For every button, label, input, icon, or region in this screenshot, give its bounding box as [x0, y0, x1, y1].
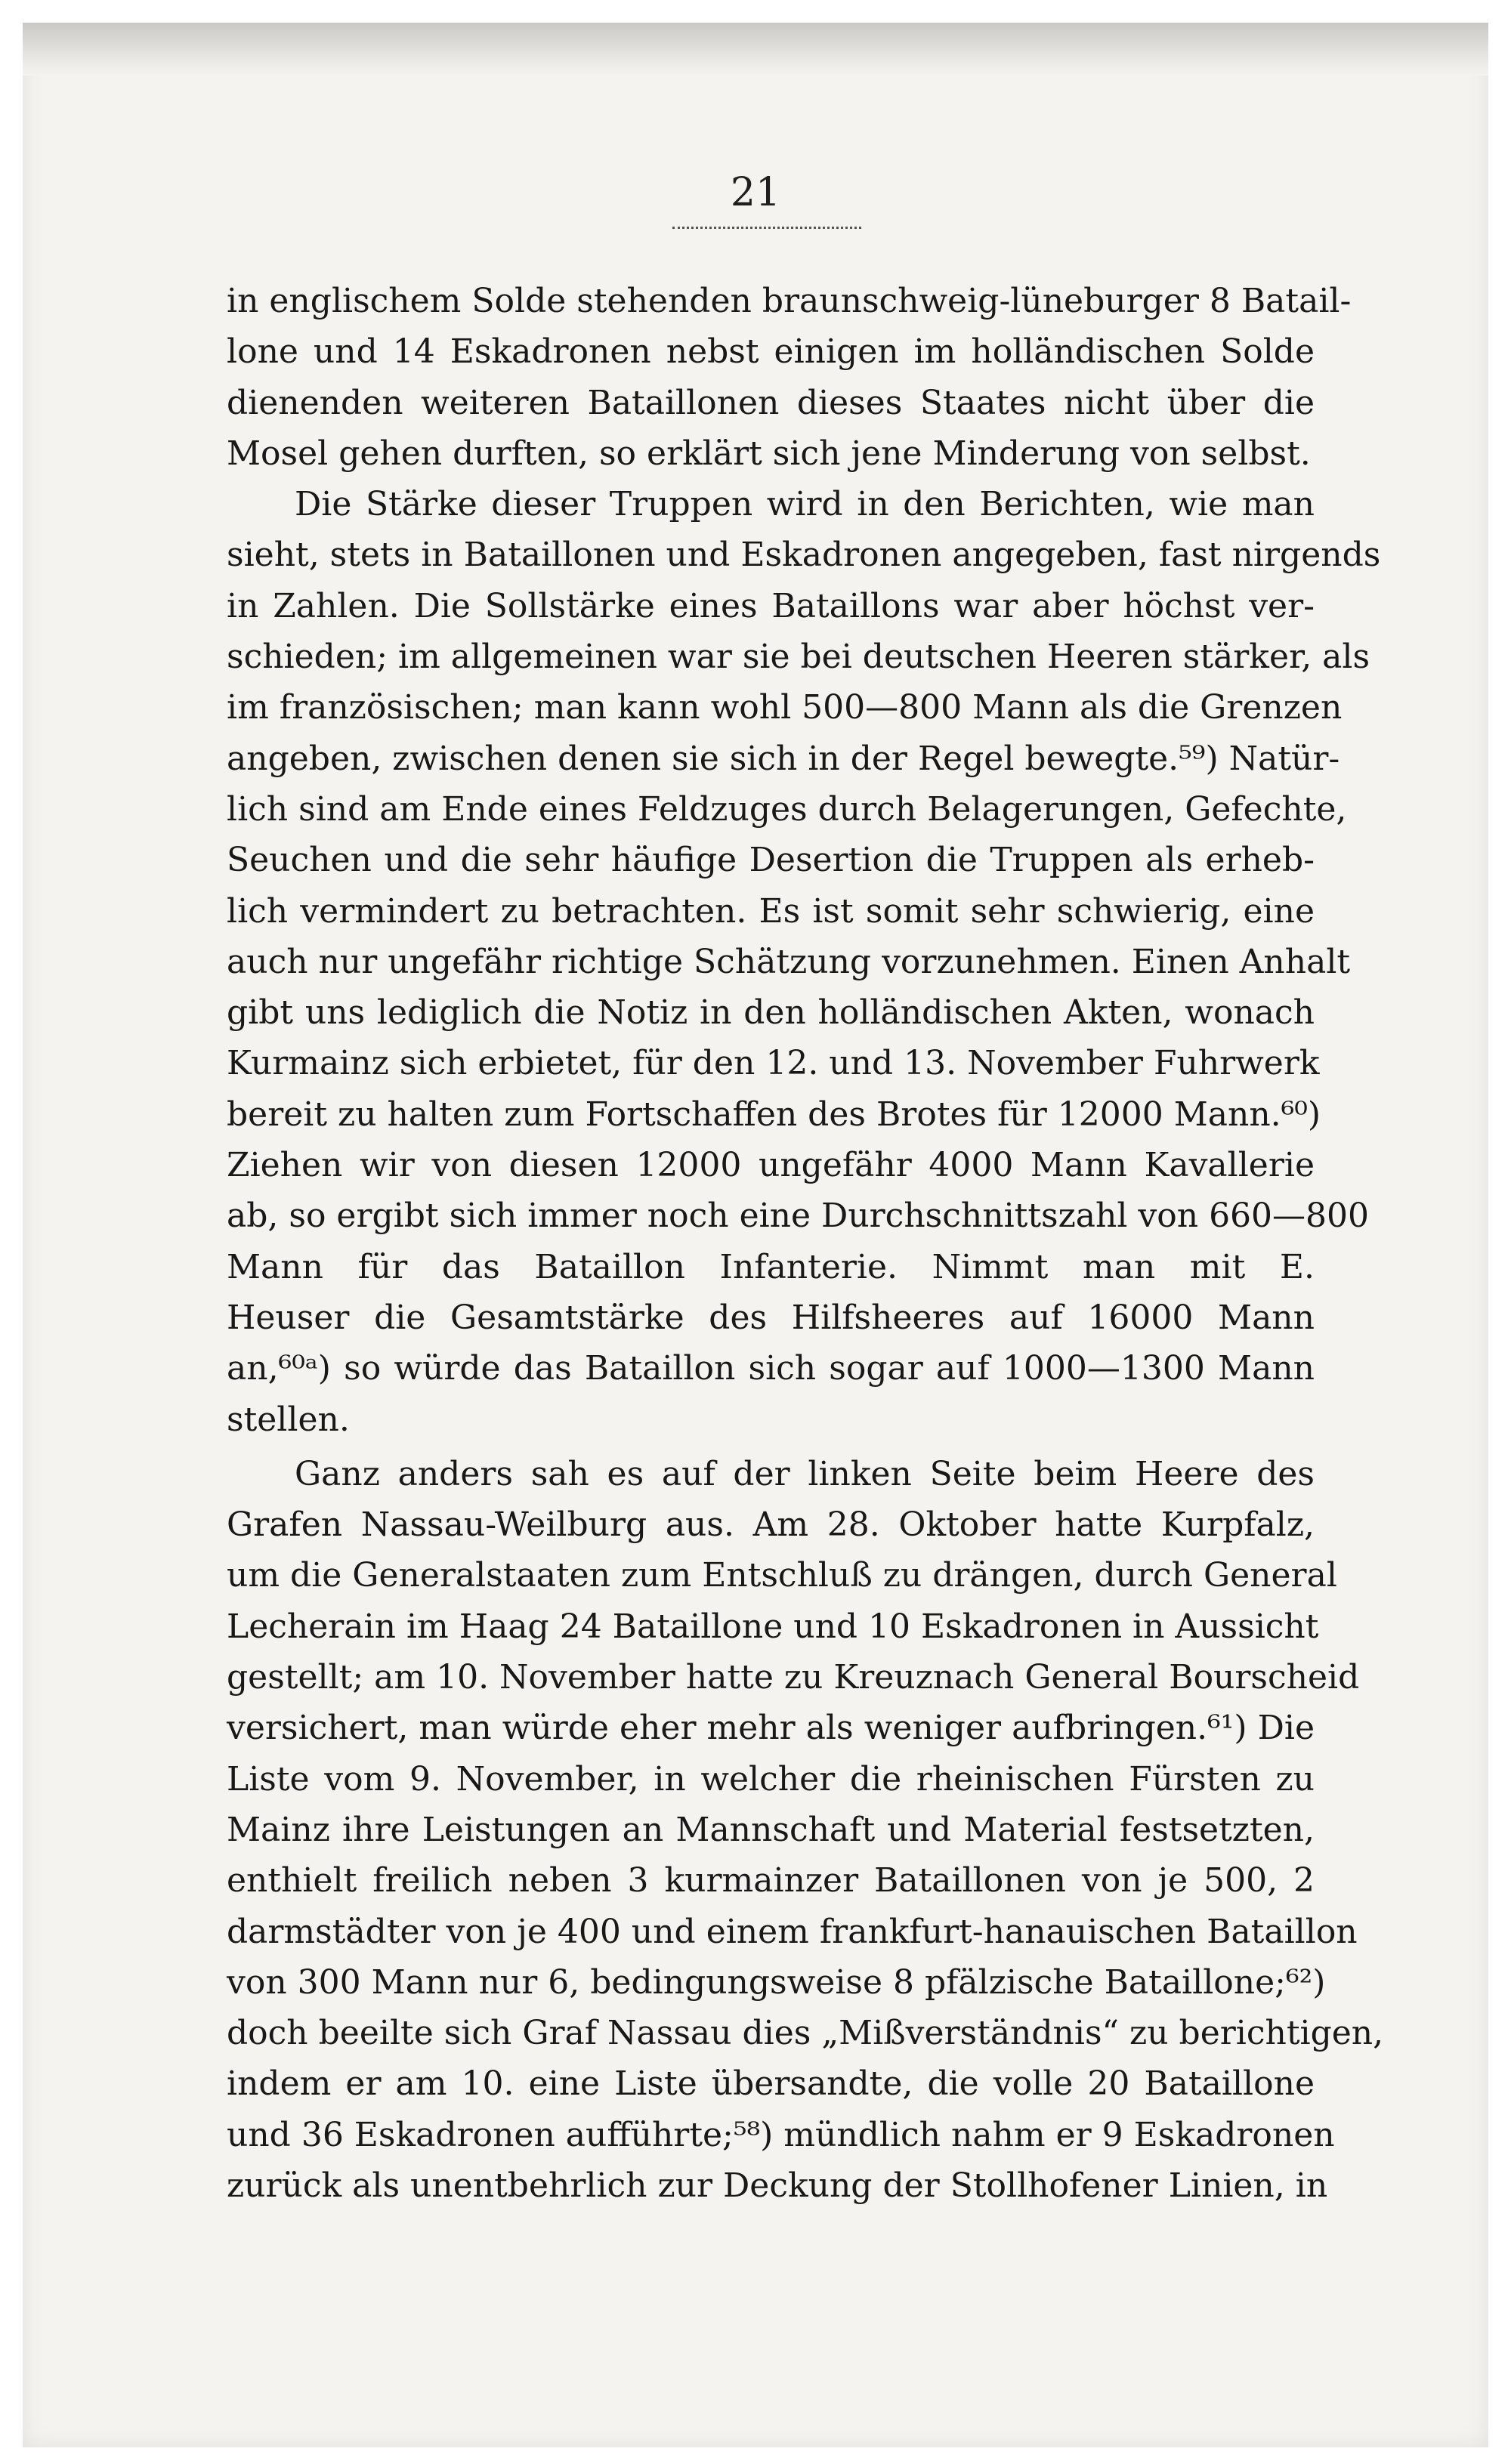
- page-number: 21: [730, 170, 781, 215]
- text-line: sieht, stets in Bataillonen und Eskadronen angegeben, fast nirgends: [227, 536, 1381, 575]
- text-line: Kurmainz sich erbietet, für den 12. und 13. November Fuhrwerk: [227, 1044, 1320, 1083]
- text-line: zurück als unentbehrlich zur Deckung der Stollhofener Linien, in: [227, 2166, 1328, 2205]
- scan-top-shadow: [23, 23, 1488, 76]
- text-line: Ganz anders sah es auf der linken Seite beim Heere des: [295, 1454, 1315, 1493]
- text-line: ab, so ergibt sich immer noch eine Durchschnittszahl von 660—800: [227, 1196, 1370, 1236]
- text-line: darmstädter von je 400 und einem frankfurt-hanauischen Bataillon: [227, 1912, 1358, 1951]
- text-line: auch nur ungefähr richtige Schätzung vorzunehmen. Einen Anhalt: [227, 942, 1351, 981]
- paragraph-3: [227, 1449, 1384, 2211]
- text-line: stellen.: [227, 1400, 350, 1439]
- text-line: lich vermindert zu betrachten. Es ist somit sehr schwierig, eine: [227, 891, 1315, 931]
- text-line: schieden; im allgemeinen war sie bei deutschen Heeren stärker, als: [227, 638, 1370, 677]
- paragraph-2: [227, 479, 1381, 1445]
- text-line: Mainz ihre Leistungen an Mannschaft und Material festsetzten,: [227, 1810, 1315, 1849]
- text-line: lich sind am Ende eines Feldzuges durch Belagerungen, Gefechte,: [227, 789, 1347, 829]
- text-line: im französischen; man kann wohl 500—800 Mann als die Grenzen: [227, 688, 1343, 727]
- text-line: Seuchen und die sehr häufige Desertion die Truppen als erheb-: [227, 841, 1315, 880]
- text-line: doch beeilte sich Graf Nassau dies „Mißverständnis“ zu berichtigen,: [227, 2014, 1384, 2053]
- text-line: indem er am 10. eine Liste übersandte, die volle 20 Bataillone: [227, 2064, 1315, 2104]
- text-line: enthielt freilich neben 3 kurmainzer Bataillonen von je 500, 2: [227, 1861, 1315, 1900]
- text-line: um die Generalstaaten zum Entschluß zu drängen, durch General: [227, 1556, 1337, 1595]
- text-line: Liste vom 9. November, in welcher die rheinischen Fürsten zu: [227, 1759, 1315, 1799]
- page-number-rule: [672, 227, 861, 229]
- text-line: in Zahlen. Die Sollstärke eines Bataillons war aber höchst ver-: [227, 586, 1315, 625]
- text-line: Lecherain im Haag 24 Bataillone und 10 Eskadronen in Aussicht: [227, 1607, 1319, 1646]
- text-line: bereit zu halten zum Fortschaffen des Brotes für 12000 Mann.⁶⁰): [227, 1095, 1321, 1134]
- text-line: dienenden weiteren Bataillonen dieses Staates nicht über die: [227, 383, 1315, 422]
- text-line: in englischem Solde stehenden braunschweig-lüneburger 8 Batail-: [227, 282, 1352, 320]
- text-line: lone und 14 Eskadronen nebst einigen im holländischen Solde: [227, 332, 1315, 372]
- paragraph-1: [227, 276, 1352, 479]
- text-line: Grafen Nassau-Weilburg aus. Am 28. Oktober hatte Kurpfalz,: [227, 1505, 1315, 1545]
- text-line: an,⁶⁰ᵃ) so würde das Bataillon sich sogar auf 1000—1300 Mann: [227, 1349, 1315, 1388]
- text-line: Ziehen wir von diesen 12000 ungefähr 4000 Mann Kavallerie: [227, 1146, 1315, 1185]
- text-line: Mann für das Bataillon Infanterie. Nimmt man mit E.: [227, 1247, 1315, 1286]
- text-body: [227, 276, 1384, 2211]
- text-line: und 36 Eskadronen aufführte;⁵⁸) mündlich nahm er 9 Eskadronen: [227, 2115, 1335, 2154]
- text-line: gibt uns lediglich die Notiz in den holländischen Akten, wonach: [227, 993, 1315, 1033]
- text-line: Mosel gehen durften, so erklärt sich jene Minderung von selbst.: [227, 434, 1311, 473]
- text-line: von 300 Mann nur 6, bedingungsweise 8 pfälzische Bataillone;⁶²): [227, 1962, 1326, 2002]
- text-line: angeben, zwischen denen sie sich in der Regel bewegte.⁵⁹) Natür-: [227, 739, 1340, 778]
- text-line: gestellt; am 10. November hatte zu Kreuznach General Bourscheid: [227, 1658, 1360, 1697]
- text-line: versichert, man würde eher mehr als weniger aufbringen.⁶¹) Die: [227, 1709, 1315, 1748]
- text-line: Die Stärke dieser Truppen wird in den Berichten, wie man: [295, 485, 1315, 524]
- text-line: Heuser die Gesamtstärke des Hilfsheeres auf 16000 Mann: [227, 1298, 1315, 1337]
